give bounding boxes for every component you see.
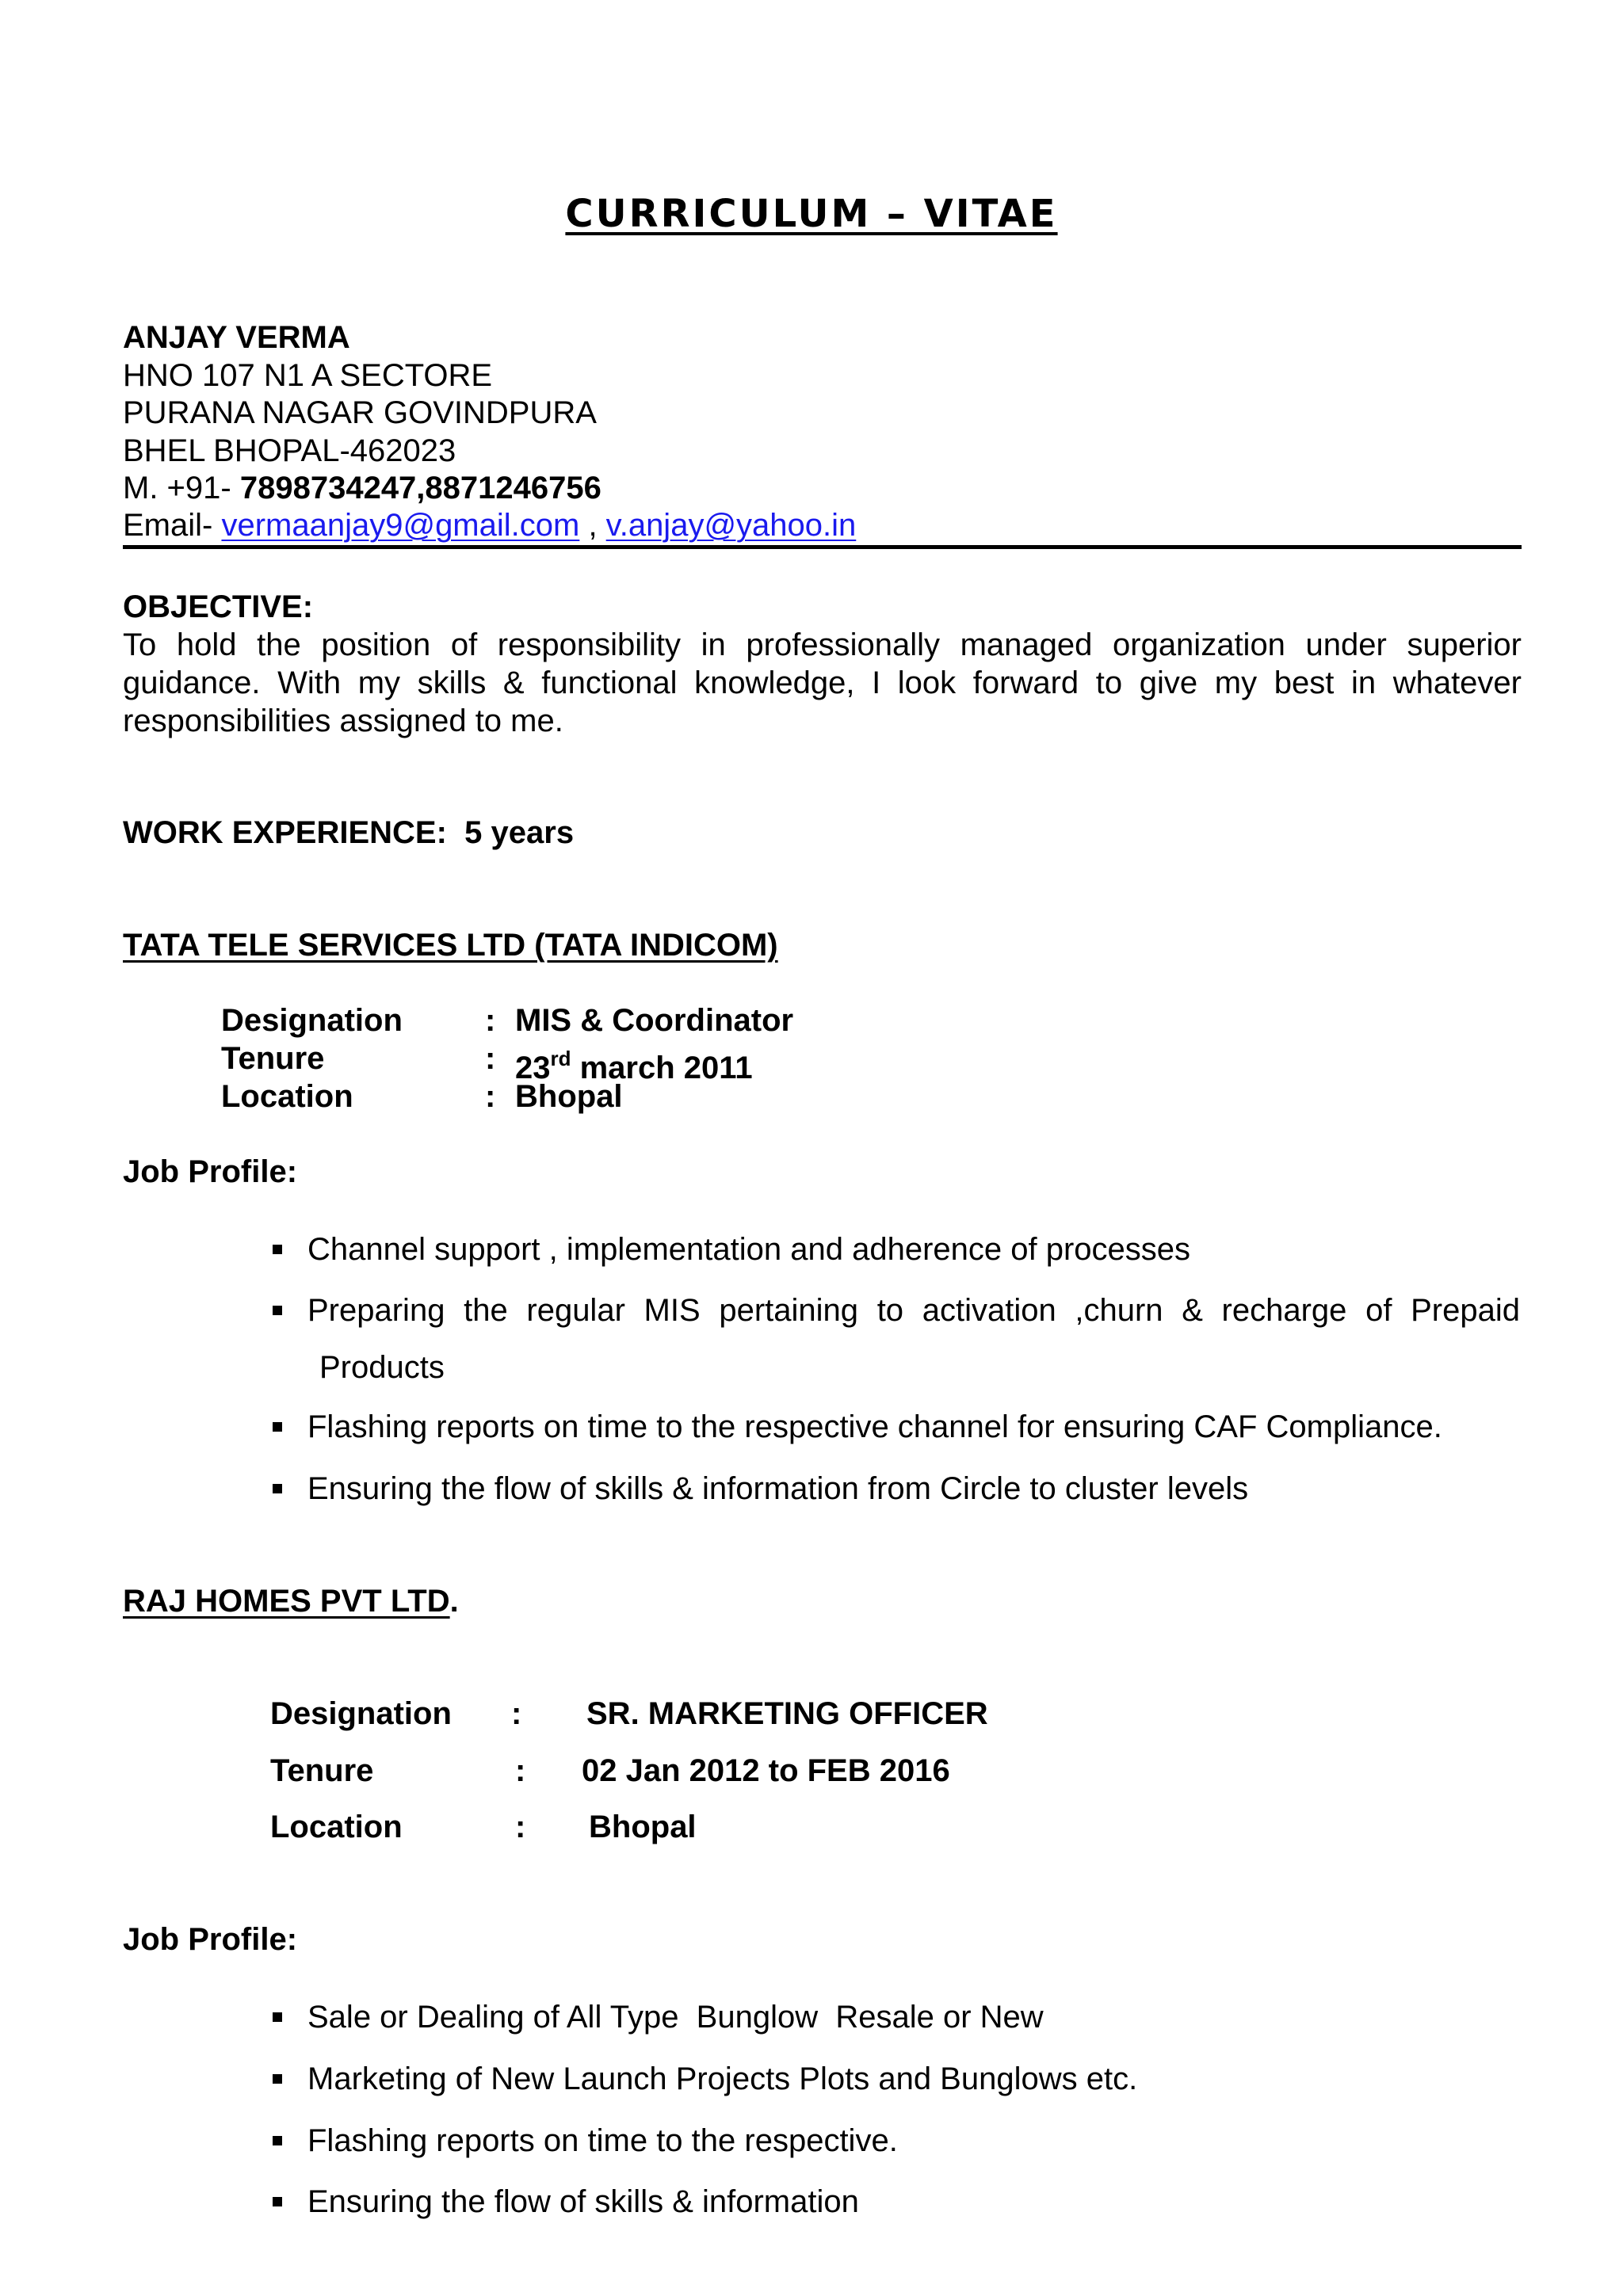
email-prefix: Email- xyxy=(123,508,222,543)
job-1-location-separator: : xyxy=(485,1079,496,1114)
job-1-tenure-day-suffix: rd xyxy=(550,1047,571,1070)
job-1-tenure-day: 23 xyxy=(515,1051,551,1085)
job-1-profile-item: Flashing reports on time to the respective channel for ensuring CAF Compliance. xyxy=(307,1409,1442,1444)
job-2-location-separator: : xyxy=(515,1810,526,1844)
job-1-designation-value: MIS & Coordinator xyxy=(515,1003,794,1038)
job-1-profile-item: Channel support , implementation and adherence of processes xyxy=(307,1232,1191,1267)
objective-heading: OBJECTIVE: xyxy=(123,589,314,624)
job-1-profile-heading: Job Profile: xyxy=(123,1154,298,1189)
email-link-primary[interactable]: vermaanjay9@gmail.com xyxy=(221,508,580,543)
email-separator: , xyxy=(579,508,606,543)
job-2-designation-separator: : xyxy=(511,1696,522,1731)
work-experience-line xyxy=(123,814,574,852)
job-2-company-line xyxy=(123,1582,459,1620)
job-1-profile-item: Ensuring the flow of skills & information from Circle to cluster levels xyxy=(307,1471,1249,1506)
job-2-profile-item: Flashing reports on time to the respective. xyxy=(307,2123,898,2158)
job-2-designation-value: SR. MARKETING OFFICER xyxy=(586,1696,988,1731)
address-line-2: PURANA NAGAR GOVINDPURA xyxy=(123,395,597,430)
bullet-icon xyxy=(273,1245,282,1254)
job-1-designation-separator: : xyxy=(485,1003,496,1038)
job-1-location-label: Location xyxy=(221,1079,353,1114)
job-2-location-value: Bhopal xyxy=(589,1810,697,1844)
bullet-icon xyxy=(273,2136,282,2145)
job-1-tenure-label: Tenure xyxy=(221,1041,325,1076)
bullet-icon xyxy=(273,1484,282,1493)
job-2-designation-label: Designation xyxy=(270,1696,452,1731)
phone-numbers: 7898734247,8871246756 xyxy=(239,471,601,505)
phone-line xyxy=(123,469,601,507)
candidate-name: ANJAY VERMA xyxy=(123,320,350,355)
job-2-tenure-separator: : xyxy=(515,1753,526,1788)
bullet-icon xyxy=(273,2197,282,2206)
bullet-icon xyxy=(273,1306,282,1315)
job-1-profile-item-continuation: Products xyxy=(319,1350,445,1385)
bullet-icon xyxy=(273,1422,282,1432)
address-line-3: BHEL BHOPAL-462023 xyxy=(123,433,456,468)
address-line-1: HNO 107 N1 A SECTORE xyxy=(123,358,493,393)
job-2-profile-item: Sale or Dealing of All Type Bunglow Resale or New xyxy=(307,2000,1044,2035)
job-2-profile-item: Marketing of New Launch Projects Plots and Bunglows etc. xyxy=(307,2061,1138,2096)
work-experience-duration: 5 years xyxy=(464,815,575,850)
job-2-company-suffix: . xyxy=(449,1584,459,1619)
job-1-tenure-rest: march 2011 xyxy=(571,1051,753,1085)
job-2-company: RAJ HOMES PVT LTD xyxy=(123,1584,450,1619)
email-line xyxy=(123,506,856,544)
job-2-location-label: Location xyxy=(270,1810,403,1844)
email-link-secondary[interactable]: v.anjay@yahoo.in xyxy=(605,508,857,543)
job-1-tenure-separator: : xyxy=(485,1041,496,1076)
job-2-tenure-label: Tenure xyxy=(270,1753,374,1788)
bullet-icon xyxy=(273,2012,282,2022)
document-title xyxy=(0,190,1623,238)
job-2-profile-item: Ensuring the flow of skills & information xyxy=(307,2184,859,2219)
job-2-tenure-value: 02 Jan 2012 to FEB 2016 xyxy=(582,1753,950,1788)
job-1-profile-item: Preparing the regular MIS pertaining to activation ,churn & recharge of Prepaid xyxy=(307,1293,1520,1328)
work-experience-heading: WORK EXPERIENCE: xyxy=(123,815,447,850)
bullet-icon xyxy=(273,2074,282,2084)
job-1-designation-label: Designation xyxy=(221,1003,403,1038)
document-title-text: CURRICULUM – VITAE xyxy=(565,192,1058,236)
phone-prefix: M. +91- xyxy=(123,471,240,505)
job-2-profile-heading: Job Profile: xyxy=(123,1922,298,1957)
job-1-location-value: Bhopal xyxy=(515,1079,623,1114)
objective-text: To hold the position of responsibility in professionally managed organization under superior guidance. With my skills & functional knowledge, I look forward to give my best in whatever responsibilities assigned to me. xyxy=(123,627,1522,738)
job-1-company: TATA TELE SERVICES LTD (TATA INDICOM) xyxy=(123,928,778,963)
contact-divider xyxy=(123,545,1522,549)
